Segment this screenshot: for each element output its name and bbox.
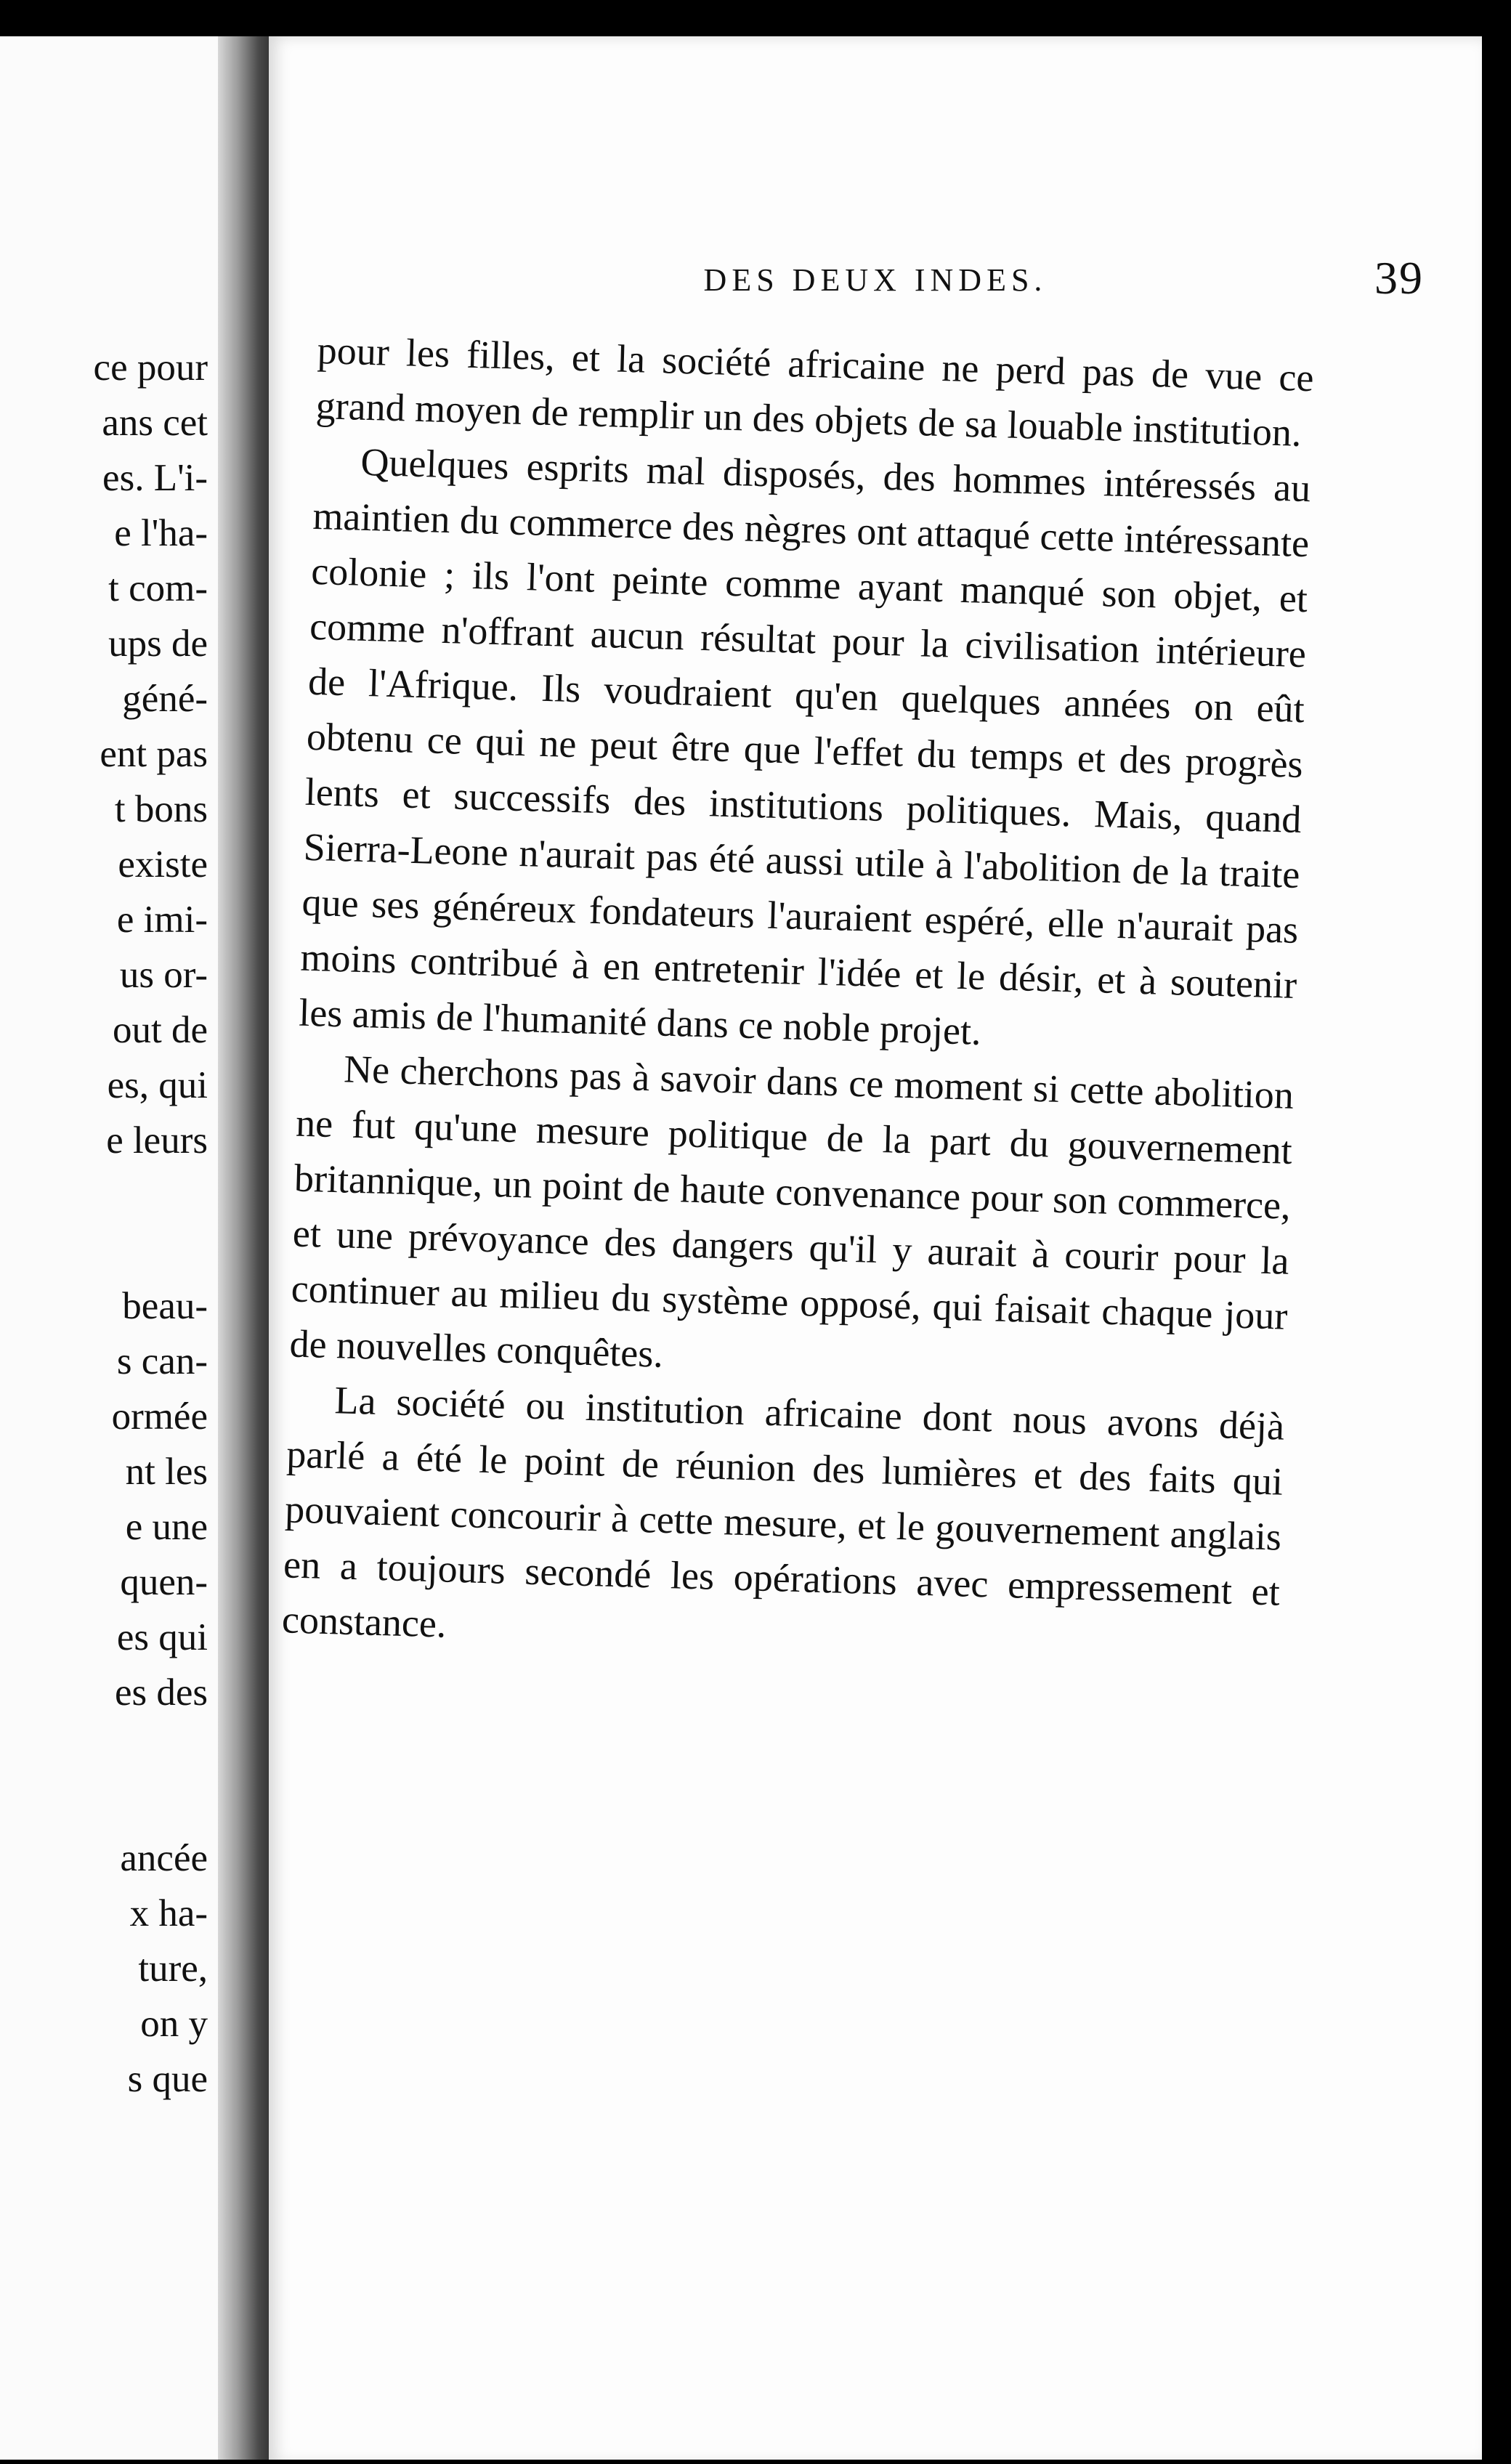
previous-page-line: beau- <box>122 1285 208 1327</box>
book-gutter <box>218 36 276 2464</box>
previous-page-line <box>4 1720 208 1831</box>
previous-page-line: es des <box>114 1671 208 1714</box>
previous-page-line: e l'ha- <box>114 512 208 554</box>
previous-page-line: t com- <box>108 567 208 609</box>
previous-page-line: x ha- <box>129 1892 208 1934</box>
paragraph: Ne cherchons pas à savoir dans ce moment si cette abolition ne fut qu'une mesure politique de la part du gouvernement britannique, un point de haute convenance pour son commerce, et une prévoyance des dangers qu'il y aurait à courir pour la continuer au milieu du système opposé, qui faisait chaque jour de nouvelles conquêtes. <box>288 1047 1295 1376</box>
previous-page-line: existe <box>118 843 208 885</box>
previous-page-line: s que <box>127 2058 208 2100</box>
page-number: 39 <box>1374 252 1424 304</box>
paragraph-continuation: pour les filles, et la société africaine ne perd pas de vue ce grand moyen de remplir un des objets de sa louable institution. <box>315 328 1315 455</box>
previous-page-line: nt les <box>125 1451 208 1493</box>
previous-page-line: e leurs <box>106 1119 208 1162</box>
previous-page-line: ups de <box>108 623 208 665</box>
previous-page-line: ormée <box>111 1395 208 1438</box>
previous-page-line: géné- <box>122 678 208 720</box>
previous-page-line: ent pas <box>100 733 208 775</box>
previous-page-line: es. L'i- <box>102 457 208 499</box>
previous-page-line: t bons <box>114 788 208 830</box>
previous-page-line: us or- <box>119 954 208 996</box>
previous-page-line <box>4 1168 208 1278</box>
previous-page-line: e une <box>125 1506 208 1548</box>
previous-page-line: e imi- <box>116 899 208 941</box>
previous-page-line: quen- <box>120 1561 208 1603</box>
previous-page-line: ancée <box>120 1837 208 1879</box>
previous-page-line: out de <box>113 1009 208 1051</box>
previous-page <box>0 36 232 2464</box>
running-head: DES DEUX INDES. <box>703 262 1048 298</box>
previous-page-line: ce pour <box>93 346 208 389</box>
previous-page-line: on y <box>140 2003 208 2045</box>
previous-page-line: es qui <box>116 1616 208 1658</box>
previous-page-text <box>4 340 208 2107</box>
previous-page-line: es, qui <box>107 1064 208 1106</box>
paragraph: Quelques esprits mal disposés, des hommes intéressés au maintien du commerce des nègres ont attaqué cette intéressante colonie ; ils l'ont peinte comme ayant manqué son objet, et comme n'offrant aucun résultat pour la civilisation intérieure de l'Afrique. Ils voudraient qu'en quelques années on eût obtenu ce qui ne peut être que l'effet du temps et des progrès lents et successifs des institutions politiques. Mais, quand Sierra-Leone n'aurait pas été aussi utile à l'abolition de la traite que ses généreux fondateurs l'auraient espéré, elle n'aurait pas moins contribué à en entretenir l'idée et le désir, et à soutenir les amis de l'humanité dans ce noble projet. <box>298 439 1311 1053</box>
previous-page-line: s can- <box>116 1340 208 1382</box>
previous-page-line: ans cet <box>102 402 208 444</box>
page-body <box>281 323 1314 1675</box>
previous-page-line: ture, <box>138 1948 208 1990</box>
paragraph: La société ou institution africaine dont nous avons déjà parlé a été le point de réunion des lumières et des faits qui pouvaient concourir à cette mesure, et le gouvernement anglais en a toujours secondé les opérations avec empressement et constance. <box>281 1378 1285 1646</box>
scan-edge <box>0 2460 1511 2464</box>
current-page <box>269 36 1482 2464</box>
